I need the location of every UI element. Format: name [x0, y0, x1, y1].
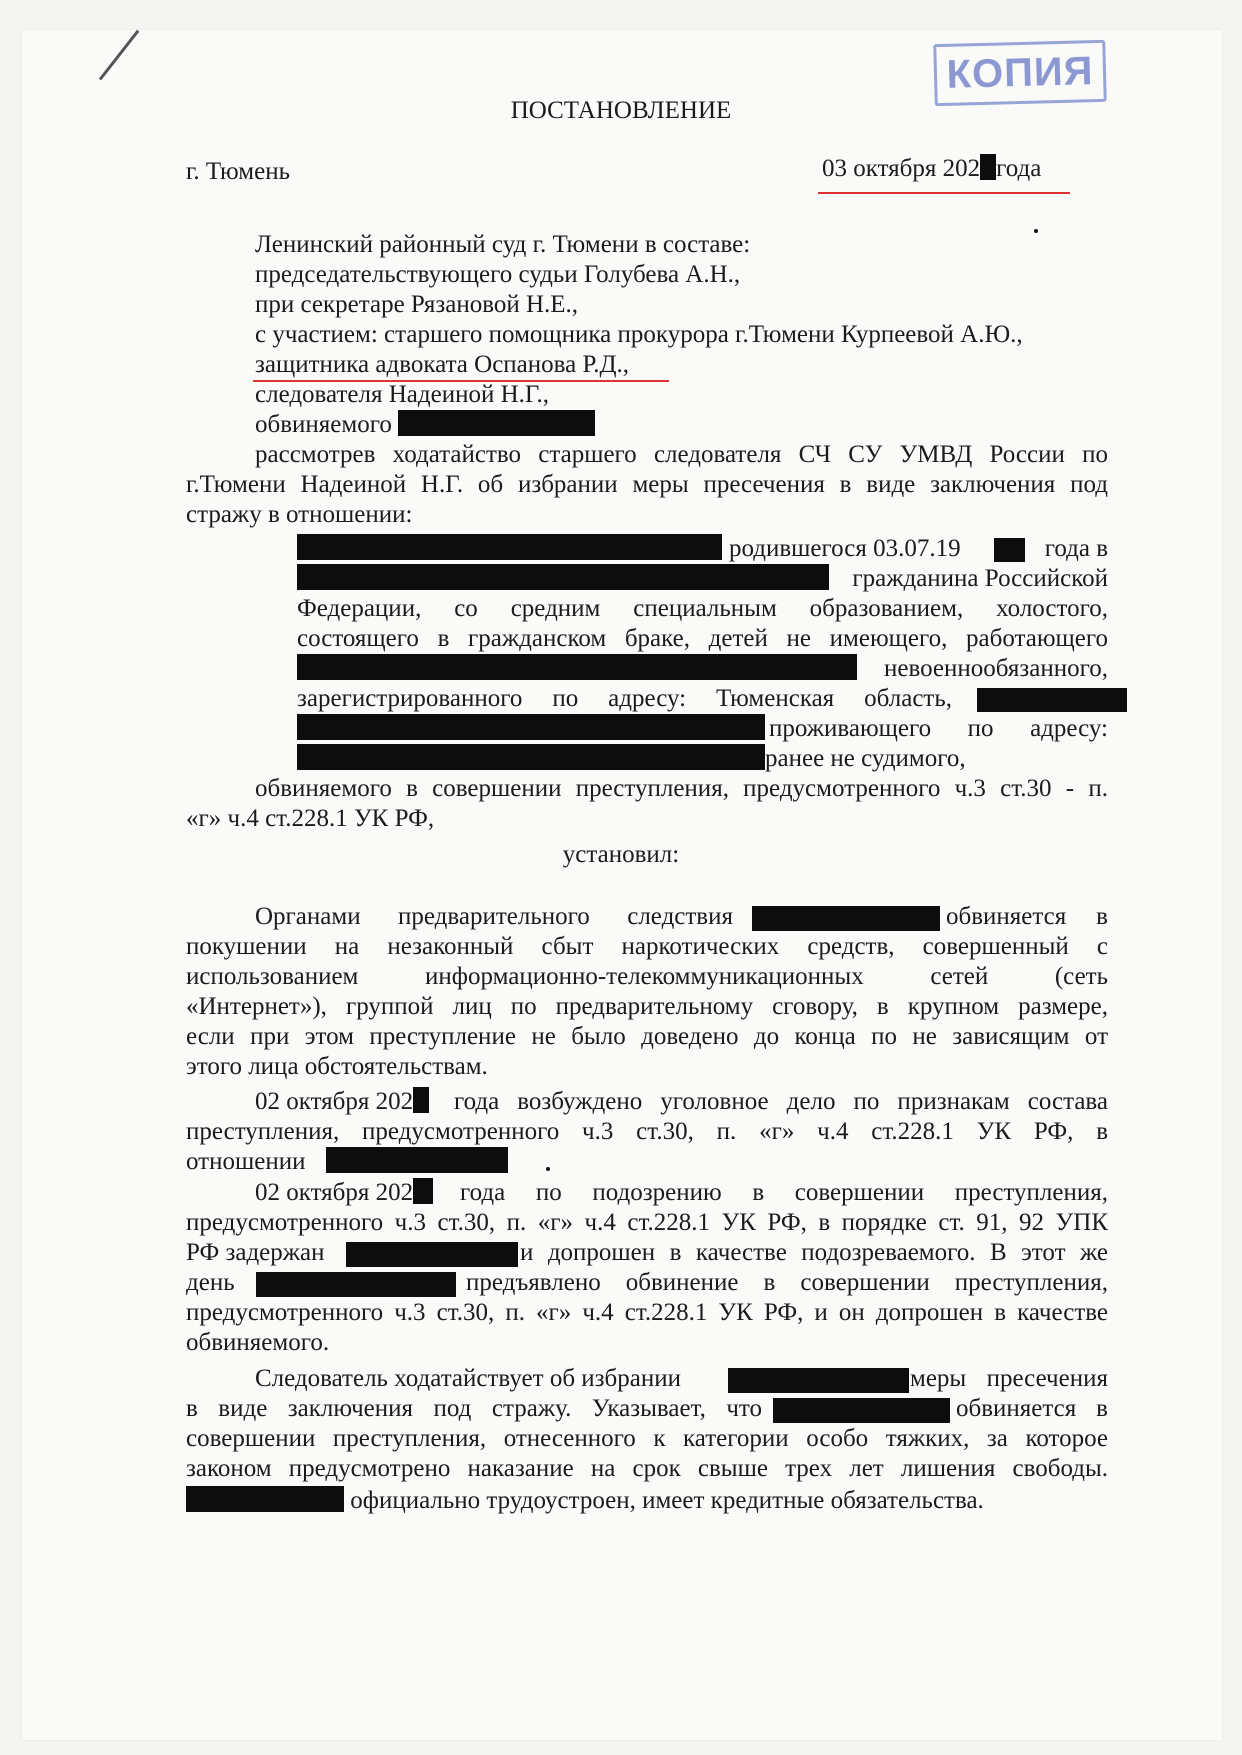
city: г. Тюмень	[186, 158, 291, 185]
court-line: Ленинский районный суд г. Тюмени в составе:	[255, 231, 751, 258]
redaction	[297, 744, 765, 770]
redaction	[398, 410, 595, 436]
redaction	[413, 1087, 429, 1113]
speck	[1034, 229, 1038, 233]
speck	[546, 1167, 550, 1171]
redaction	[413, 1178, 433, 1204]
redaction	[773, 1398, 950, 1423]
court-line: защитника адвоката Оспанова Р.Д.,	[255, 351, 630, 378]
text-line: стражу в отношении:	[186, 501, 413, 528]
paragraph-line: 02 октября 202 года по подозрению в совершении преступления,	[255, 1179, 1108, 1206]
paragraph-line: использованием информационно-телекоммуникационных сетей (сеть	[186, 963, 1108, 990]
redaction	[994, 538, 1025, 562]
court-line: с участием: старшего помощника прокурора г.Тюмени Курпеевой А.Ю.,	[255, 321, 1023, 348]
paragraph-line: если при этом преступление не было доведено до конца по не зависящим от	[186, 1023, 1108, 1050]
paragraph-line: Органами предварительного следствия обвиняется в	[255, 903, 1108, 930]
document-title: ПОСТАНОВЛЕНИЕ	[510, 97, 732, 124]
paragraph-line: РФ задержан и допрошен в качестве подозреваемого. В этот же	[186, 1239, 1108, 1266]
text-line: «г» ч.4 ст.228.1 УК РФ,	[186, 805, 435, 832]
court-line: обвиняемого	[255, 410, 595, 440]
redaction	[346, 1242, 518, 1267]
paragraph-line: в виде заключения под стражу. Указывает, что обвиняется в	[186, 1395, 1108, 1422]
court-line: при секретаре Рязановой Н.Е.,	[255, 291, 579, 318]
redaction	[297, 564, 829, 590]
paragraph-line: обвиняемого.	[186, 1329, 330, 1356]
person-line: ранее не судимого,	[297, 744, 1108, 774]
paragraph-line: преступления, предусмотренного ч.3 ст.30, п. «г» ч.4 ст.228.1 УК РФ, в	[186, 1118, 1108, 1145]
paragraph-line: законом предусмотрено наказание на срок свыше трех лет лишения свободы.	[186, 1455, 1108, 1482]
redaction	[186, 1486, 344, 1512]
redaction	[326, 1147, 508, 1173]
redaction	[728, 1368, 909, 1393]
person-line: зарегистрированного по адресу: Тюменская область,	[297, 684, 1108, 714]
red-underline	[818, 192, 1070, 194]
redaction	[752, 906, 940, 931]
person-line: родившегося 03.07.19 года в	[297, 534, 1108, 564]
paragraph-line: 02 октября 202 года возбуждено уголовное дело по признакам состава	[255, 1088, 1108, 1115]
paragraph-line: предусмотренного ч.3 ст.30, п. «г» ч.4 ст.228.1 УК РФ, и он допрошен в качестве	[186, 1299, 1108, 1326]
court-line: председательствующего судьи Голубева А.Н.,	[255, 261, 741, 288]
paragraph-line: день предъявлено обвинение в совершении преступления,	[186, 1269, 1108, 1296]
paragraph-line: официально трудоустроен, имеет кредитные обязательства.	[186, 1486, 984, 1516]
paragraph-line: «Интернет»), группой лиц по предварительному сговору, в крупном размере,	[186, 993, 1108, 1020]
redaction	[256, 1272, 456, 1297]
court-line: следователя Надеиной Н.Г.,	[255, 381, 550, 408]
person-line: состоящего в гражданском браке, детей не имеющего, работающего	[297, 625, 1108, 652]
text-line: обвиняемого в совершении преступления, предусмотренного ч.3 ст.30 - п.	[255, 775, 1108, 802]
person-line: невоеннообязанного,	[297, 654, 1108, 684]
paragraph-line: покушении на незаконный сбыт наркотических средств, совершенный с	[186, 933, 1108, 960]
person-line: Федерации, со средним специальным образованием, холостого,	[297, 595, 1108, 622]
person-line: гражданина Российской	[297, 564, 1108, 594]
redaction	[977, 688, 1127, 712]
redaction	[297, 534, 722, 560]
document-date: 03 октября 202 года	[822, 155, 1042, 182]
redaction	[980, 154, 996, 180]
redaction	[297, 654, 857, 680]
paragraph-line: Следователь ходатайствует об избрании меры пресечения	[255, 1365, 1108, 1392]
copy-stamp: КОПИЯ	[933, 40, 1107, 106]
paragraph-line: отношении	[186, 1147, 508, 1177]
paragraph-line: совершении преступления, отнесенного к категории особо тяжких, за которое	[186, 1425, 1108, 1452]
paragraph-line: предусмотренного ч.3 ст.30, п. «г» ч.4 ст.228.1 УК РФ, в порядке ст. 91, 92 УПК	[186, 1209, 1108, 1236]
paragraph-line: этого лица обстоятельствам.	[186, 1053, 488, 1080]
text-line: г.Тюмени Надеиной Н.Г. об избрании меры пресечения в виде заключения под	[186, 471, 1108, 498]
person-line: проживающего по адресу:	[297, 714, 1108, 744]
redaction	[297, 714, 765, 740]
text-line: рассмотрев ходатайство старшего следователя СЧ СУ УМВД России по	[255, 441, 1108, 468]
established-heading: установил:	[562, 841, 680, 868]
